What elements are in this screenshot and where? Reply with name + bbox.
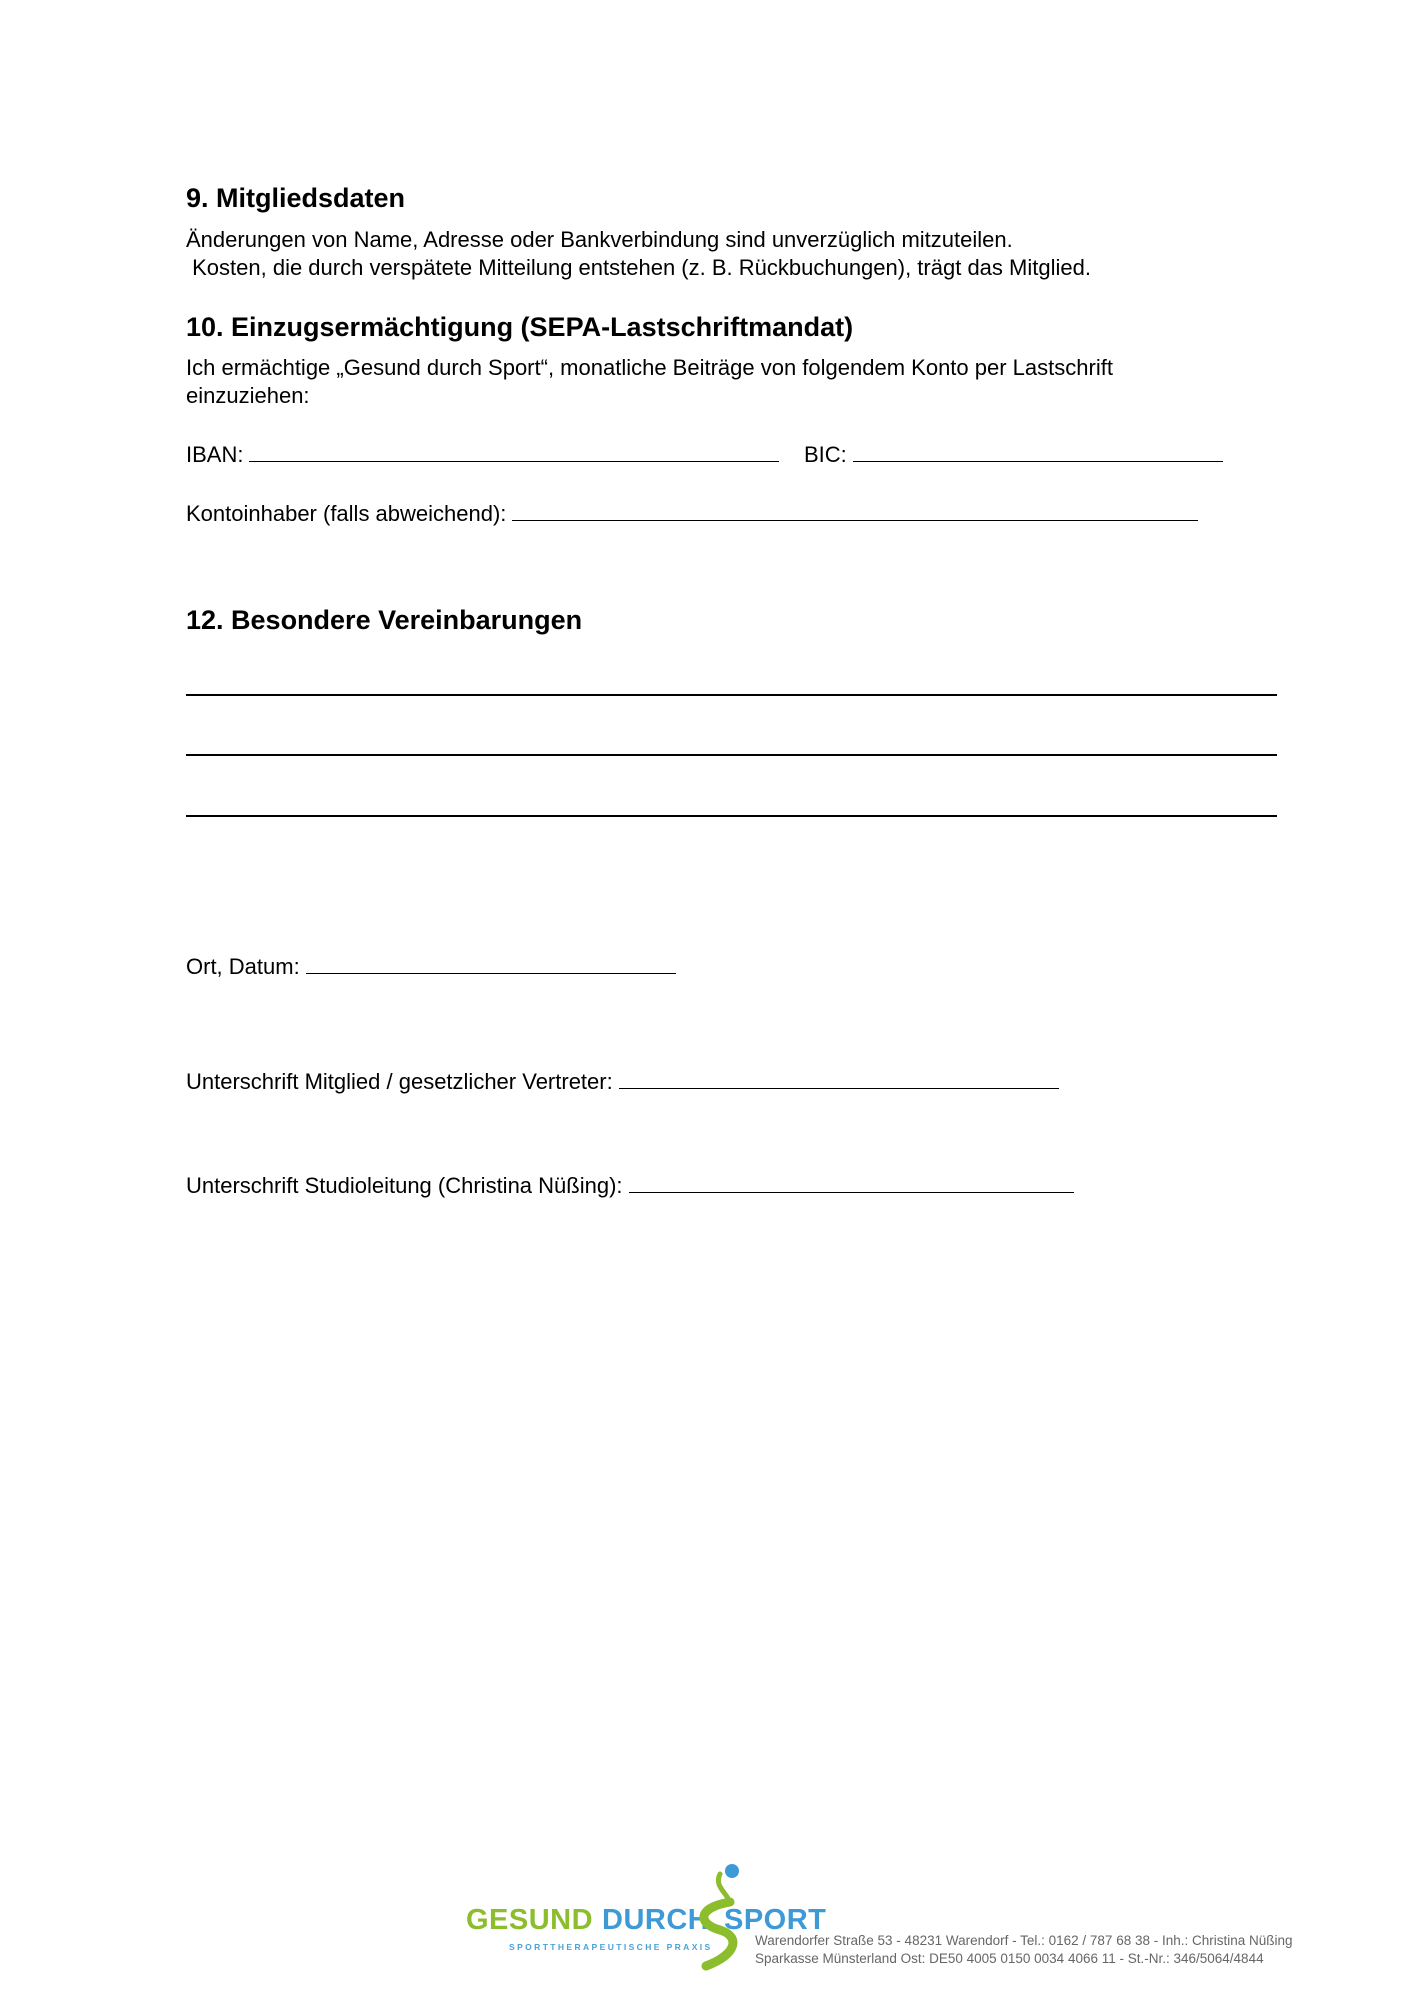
studio-signature-row <box>186 1172 1074 1200</box>
agreement-line-1[interactable] <box>186 694 1277 696</box>
iban-row <box>186 441 779 469</box>
bic-field[interactable] <box>853 441 1223 462</box>
footer-bank-details: Sparkasse Münsterland Ost: DE50 4005 0150 0034 4066 11 - St.-Nr.: 346/5064/4844 <box>755 1951 1264 1966</box>
agreement-line-3[interactable] <box>186 815 1277 817</box>
logo-word-sport: SPORT <box>724 1904 827 1936</box>
agreement-line-2[interactable] <box>186 754 1277 756</box>
logo-word-gesund: GESUND <box>466 1904 594 1936</box>
bic-row <box>804 441 1223 469</box>
section-9-heading: 9. Mitgliedsdaten <box>186 183 406 213</box>
studio-signature-field[interactable] <box>629 1172 1074 1193</box>
section-12-heading: 12. Besondere Vereinbarungen <box>186 605 583 635</box>
athlete-figure-icon <box>690 1862 750 1972</box>
member-signature-field[interactable] <box>619 1068 1059 1089</box>
section-10-text-line-2: einzuziehen: <box>186 383 310 408</box>
section-9-text-line-1: Änderungen von Name, Adresse oder Bankverbindung sind unverzüglich mitzuteilen. <box>186 227 1013 252</box>
member-signature-row <box>186 1068 1059 1096</box>
logo-tagline: SPORTTHERAPEUTISCHE PRAXIS <box>509 1942 713 1952</box>
place-date-field[interactable] <box>306 953 676 974</box>
member-signature-label: Unterschrift Mitglied / gesetzlicher Vertreter: <box>186 1069 613 1094</box>
account-holder-row <box>186 500 1198 528</box>
account-holder-field[interactable] <box>512 500 1198 521</box>
account-holder-label: Kontoinhaber (falls abweichend): <box>186 501 507 526</box>
bic-label: BIC: <box>804 442 847 467</box>
footer-address: Warendorfer Straße 53 - 48231 Warendorf - Tel.: 0162 / 787 68 38 - Inh.: Christina Nüßing <box>755 1933 1293 1948</box>
iban-label: IBAN: <box>186 442 244 467</box>
section-9-text-line-2: Kosten, die durch verspätete Mitteilung entstehen (z. B. Rückbuchungen), trägt das Mitglied. <box>186 255 1091 280</box>
section-10-text-line-1: Ich ermächtige „Gesund durch Sport“, monatliche Beiträge von folgendem Konto per Lastschrift <box>186 355 1113 380</box>
place-date-row <box>186 953 676 981</box>
place-date-label: Ort, Datum: <box>186 954 300 979</box>
studio-signature-label: Unterschrift Studioleitung (Christina Nüßing): <box>186 1173 623 1198</box>
section-10-heading: 10. Einzugsermächtigung (SEPA-Lastschriftmandat) <box>186 312 854 342</box>
logo-word-durch: DURCH <box>602 1904 710 1936</box>
iban-field[interactable] <box>249 441 779 462</box>
